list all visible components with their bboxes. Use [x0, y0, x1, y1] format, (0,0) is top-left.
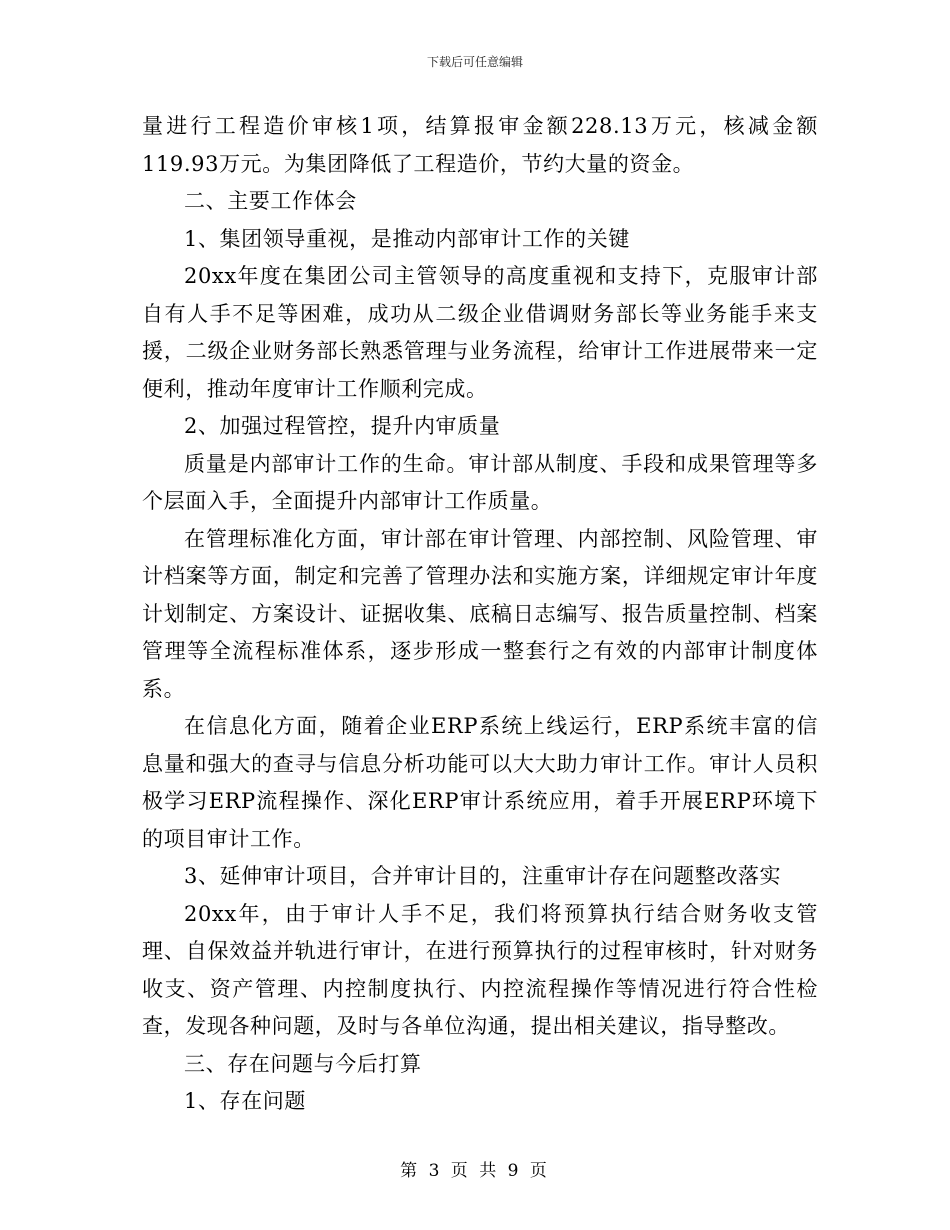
- document-body: [142, 108, 818, 1121]
- page-header: 下载后可任意编辑: [426, 55, 523, 69]
- paragraph: 20xx年度在集团公司主管领导的高度重视和支持下，克服审计部自有人手不足等困难，成功从二级企业借调财务部长等业务能手来支援，二级企业财务部长熟悉管理与业务流程，给审计工作进展带来一定便利，推动年度审计工作顺利完成。: [142, 264, 818, 401]
- page-number-footer: 第 3 页 共 9 页: [400, 1161, 550, 1181]
- paragraph: 20xx年，由于审计人手不足，我们将预算执行结合财务收支管理、自保效益并轨进行审计，在进行预算执行的过程审核时，针对财务收支、资产管理、内控制度执行、内控流程操作等情况进行符合性检查，发现各种问题，及时与各单位沟通，提出相关建议，指导整改。: [142, 901, 818, 1038]
- subsection-heading: 1、存在问题: [184, 1089, 306, 1113]
- paragraph: 在信息化方面，随着企业ERP系统上线运行，ERP系统丰富的信息量和强大的查寻与信息分析功能可以大大助力审计工作。审计人员积极学习ERP流程操作、深化ERP审计系统应用，着手开展ERP环境下的项目审计工作。: [142, 714, 818, 851]
- subsection-heading: 3、延伸审计项目，合并审计目的，注重审计存在问题整改落实: [184, 864, 782, 888]
- section-heading: 三、存在问题与今后打算: [184, 1051, 422, 1076]
- paragraph: 量进行工程造价审核1项，结算报审金额228.13万元，核减金额119.93万元。为集团降低了工程造价，节约大量的资金。: [142, 114, 818, 176]
- paragraph: 质量是内部审计工作的生命。审计部从制度、手段和成果管理等多个层面入手，全面提升内部审计工作质量。: [142, 451, 818, 513]
- section-heading: 二、主要工作体会: [184, 189, 357, 213]
- paragraph: 在管理标准化方面，审计部在审计管理、内部控制、风险管理、审计档案等方面，制定和完善了管理办法和实施方案，详细规定审计年度计划制定、方案设计、证据收集、底稿日志编写、报告质量控制、档案管理等全流程标准体系，逐步形成一整套行之有效的内部审计制度体系。: [142, 526, 818, 701]
- subsection-heading: 1、集团领导重视，是推动内部审计工作的关键: [184, 226, 630, 251]
- subsection-heading: 2、加强过程管控，提升内审质量: [184, 414, 501, 438]
